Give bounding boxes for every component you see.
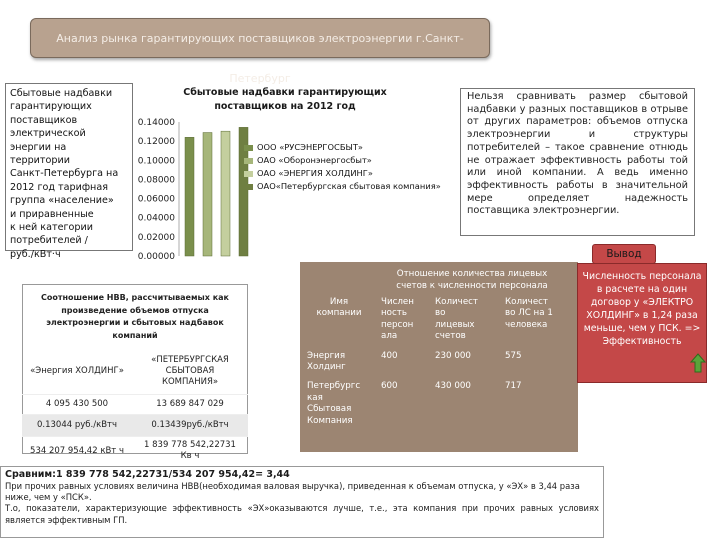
summary-line: Т.о, показатели, характеризующие эффективность «ЭХ»оказываются лучше, т.е., эта компания при прочих равных условиях является эффективным ГП. [5, 503, 599, 525]
table-row [22, 436, 248, 466]
legend-label: ОАО«Петербургская сбытовая компания» [257, 181, 441, 191]
table-cell: 600 [381, 381, 398, 392]
table-row [302, 377, 572, 431]
y-tick-label: 0.10000 [137, 156, 175, 167]
table-cell: 1 839 778 542,22731 Кв ч [132, 436, 248, 466]
y-tick-label: 0.00000 [137, 252, 175, 262]
header-cell: Количест во лицевых счетов [435, 297, 478, 342]
table-cell: 0.13439руб./кВтч [132, 414, 248, 436]
table-cell: 575 [505, 350, 522, 361]
table-cell: Петербургс кая Сбытовая Компания [307, 381, 361, 426]
table-cell: 534 207 954,42 кВт ч [22, 436, 132, 466]
commentary-text: Нельзя сравнивать размер сбытовой надбавки у разных поставщиков в отрыве от других параметров: объемов отпуска электроэнергии и структуры потребителей – такое сравнение отнюдь не отражает эффективность работы той или иной компании. А ведь именно эффективность работы в значительной мере определяет надежность поставщика электроэнергии. [460, 88, 695, 236]
table-cell: 430 000 [435, 381, 471, 392]
table-row [22, 414, 248, 436]
y-tick-label: 0.06000 [137, 194, 175, 205]
summary-box [0, 466, 604, 538]
table-header-row [22, 350, 248, 394]
table-cell: 230 000 [435, 350, 471, 361]
header-cell: «ПЕТЕРБУРГСКАЯ СБЫТОВАЯ КОМПАНИЯ» [132, 350, 248, 394]
table-cell: 13 689 847 029 [132, 394, 248, 414]
header-cell: Имя компании [316, 297, 362, 319]
summary-formula: Сравним:1 839 778 542,22731/534 207 954,42= 3,44 [5, 469, 290, 480]
table-header-row [302, 293, 572, 347]
y-tick-label: 0.02000 [137, 232, 175, 243]
header-cell: Количест во ЛС на 1 человека [505, 297, 553, 330]
left-description: Сбытовые надбавки гарантирующих поставщиков электрической энергии на территории Санкт-Петербурга на 2012 год тарифная группа «население» и приравненные к ней категории потребителей / руб./кВт·ч [5, 83, 133, 251]
y-tick-label: 0.14000 [137, 118, 175, 128]
table-row [22, 394, 248, 414]
table-cell: Энергия Холдинг [307, 350, 346, 373]
table-row [302, 347, 572, 378]
correlation-table [22, 350, 248, 467]
summary-line: При прочих равных условиях величина НВВ(необходимая валовая выручка), приведенная к объемам отпуска, у «ЭХ» в 3,44 раза ниже, чем у «ПСК». [5, 481, 580, 503]
legend-label: ОАО «Оборонэнергосбыт» [257, 155, 372, 165]
y-tick-label: 0.12000 [137, 137, 175, 148]
table-cell: 4 095 430 500 [22, 394, 132, 414]
arrow-up-icon [690, 353, 706, 373]
chart-title: Сбытовые надбавки гарантирующих поставщиков на 2012 год [183, 87, 387, 112]
table-cell: 400 [381, 350, 398, 361]
correlation-title: Соотношение НВВ, рассчитываемых как произведение объемов отпуска электроэнергии и сбытовых надбавок компаний [41, 293, 229, 340]
y-tick-label: 0.04000 [137, 213, 175, 224]
slide-title: Анализ рынка гарантирующих поставщиков электроэнергии г.Санкт-Петербург [30, 18, 490, 58]
legend-label: ОАО «ЭНЕРГИЯ ХОЛДИНГ» [257, 168, 373, 178]
legend-label: ООО «РУСЭНЕРГОСБЫТ» [257, 142, 363, 152]
header-cell: «Энергия ХОЛДИНГ» [22, 350, 132, 394]
conclusion-heading: Вывод [592, 244, 656, 264]
conclusion-text: Численность персонала в расчете на один договор у «ЭЛЕКТРО ХОЛДИНГ» в 1,24 раза меньше, чем у ПСК. => Эффективность [582, 271, 702, 347]
header-cell: Числен ность персон ала [381, 297, 414, 342]
y-tick-label: 0.08000 [137, 175, 175, 186]
table-cell: 0.13044 руб./кВтч [22, 414, 132, 436]
relation-table [302, 293, 572, 431]
relation-title: Отношение количества лицевых счетов к численности персонала [396, 269, 548, 291]
table-cell: 717 [505, 381, 522, 392]
